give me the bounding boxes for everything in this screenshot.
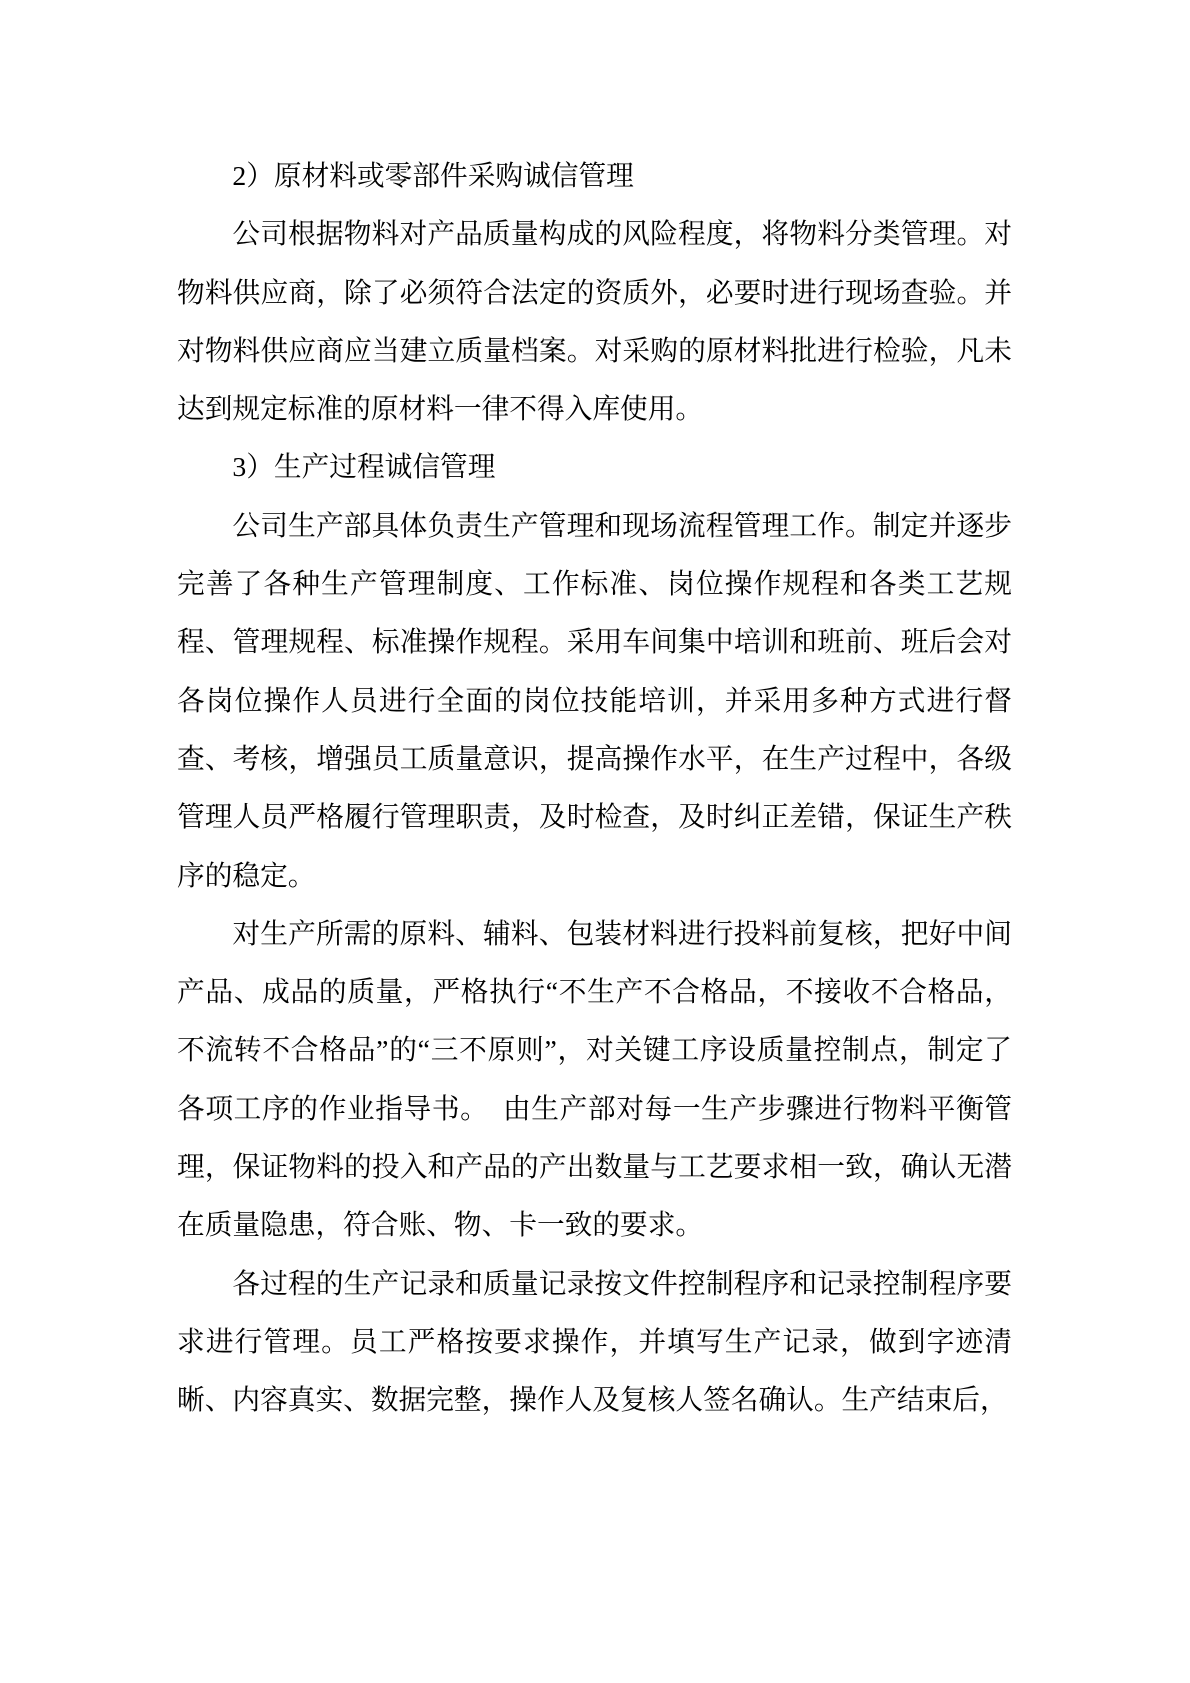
paragraph-material-verification-three-no-principle: 对生产所需的原料、辅料、包装材料进行投料前复核，把好中间产品、成品的质量，严格执行“不生产不合格品，不接收不合格品，不流转不合格品”的“三不原则”，对关键工序设质量控制点，制定了各项工序的作业指导书。 由生产部对每一生产步骤进行物料平衡管理，保证物料的投入和产品的产出数量与工艺要求相一致，确认无潜在质量隐患，符合账、物、卡一致的要求。 [177, 917, 1012, 1241]
section-heading-raw-material-procurement: 2）原材料或零部件采购诚信管理 [232, 160, 634, 191]
paragraph-production-quality-records: 各过程的生产记录和质量记录按文件控制程序和记录控制程序要求进行管理。员工严格按要求操作，并填写生产记录，做到字迹清晰、内容真实、数据完整，操作人及复核人签名确认。生产结束后， [177, 1267, 1012, 1416]
section-heading-production-process: 3）生产过程诚信管理 [232, 451, 496, 483]
paragraph-material-supplier-management: 公司根据物料对产品质量构成的风险程度，将物料分类管理。对物料供应商，除了必须符合法定的资质外，必要时进行现场查验。并对物料供应商应当建立质量档案。对采购的原材料批进行检验，凡未达到规定标准的原材料一律不得入库使用。 [177, 218, 1012, 425]
document-body [177, 147, 1012, 1430]
paragraph-production-dept-management: 公司生产部具体负责生产管理和现场流程管理工作。制定并逐步完善了各种生产管理制度、工作标准、岗位操作规程和各类工艺规程、管理规程、标准操作规程。采用车间集中培训和班前、班后会对各岗位操作人员进行全面的岗位技能培训，并采用多种方式进行督查、考核，增强员工质量意识，提高操作水平，在生产过程中，各级管理人员严格履行管理职责，及时检查，及时纠正差错，保证生产秩序的稳定。 [177, 509, 1012, 891]
